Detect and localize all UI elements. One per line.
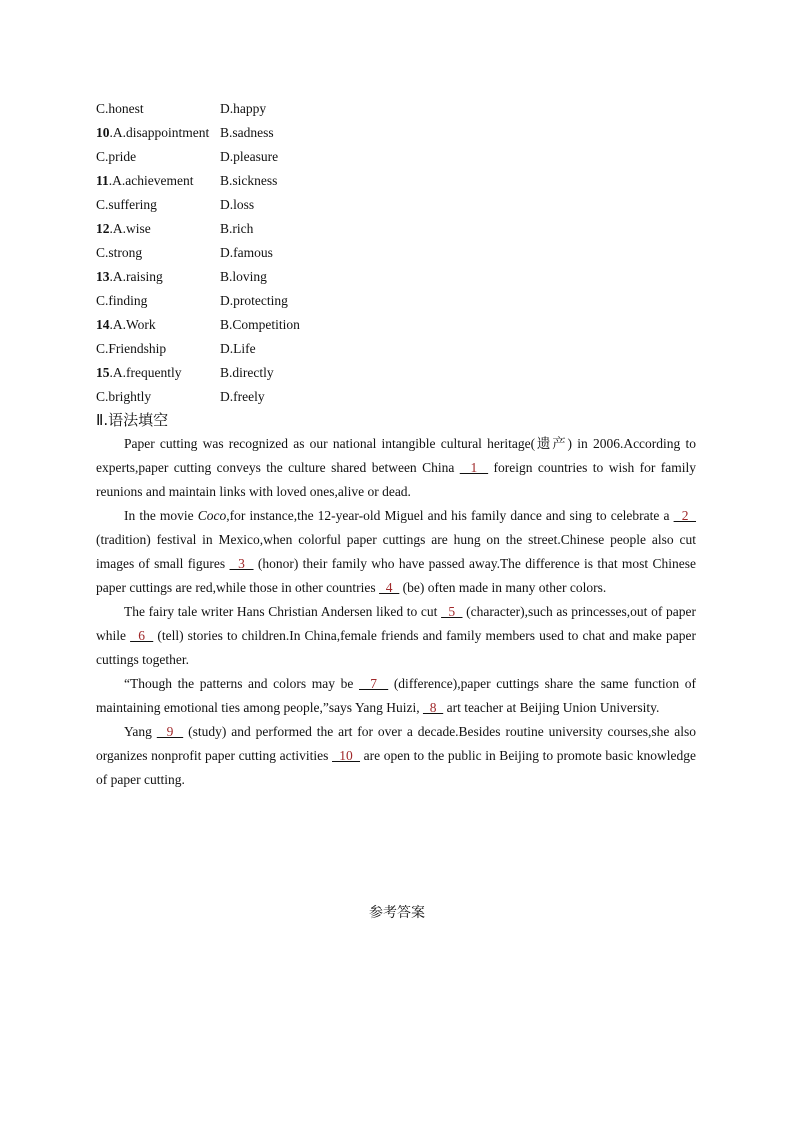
option-a: .A.achievement	[108, 173, 194, 188]
option-b: B.loving	[220, 269, 267, 284]
option-b: B.rich	[220, 221, 254, 236]
question-number: 15	[96, 365, 110, 380]
answer-key-title: 参考答案	[369, 905, 425, 921]
grammar-passage	[96, 432, 696, 792]
option-b: D.loss	[220, 197, 255, 212]
option-b: D.famous	[220, 245, 273, 260]
paragraph-2: In the movie Coco,for instance,the 12-year-old Miguel and his family dance and sing to celebrate a 2 (tradition) festival in Mexico,when colorful paper cuttings are hung on the street.Chinese people also cut images of small figures 3 (honor) their family who have passed away.The difference is that most Chinese paper cuttings are red,while those in other countries 4 (be) often made in many other colors.	[96, 508, 697, 595]
question-number: 14	[96, 317, 110, 332]
question-number: 13	[96, 269, 110, 284]
paragraph-3: The fairy tale writer Hans Christian Andersen liked to cut 5 (character),such as princesses,out of paper while 6 (tell) stories to children.In China,female friends and family members used to chat and make paper cuttings together.	[96, 604, 696, 667]
option-a: C.Friendship	[96, 341, 167, 356]
option-b: B.Competition	[220, 317, 300, 332]
blank-3: 3	[229, 556, 254, 571]
question-number: 11	[96, 173, 109, 188]
blank-7: 7	[358, 676, 389, 691]
blank-8: 8	[422, 700, 444, 715]
option-a: .A.raising	[109, 269, 163, 284]
option-b: B.sadness	[220, 125, 274, 140]
blank-6: 6	[130, 628, 154, 643]
option-a: .A.Work	[109, 317, 156, 332]
blank-2: 2	[673, 508, 697, 523]
option-b: B.directly	[220, 365, 274, 380]
option-b: D.happy	[220, 101, 267, 116]
option-b: D.protecting	[220, 293, 288, 308]
option-b: D.pleasure	[220, 149, 279, 164]
option-a: .A.frequently	[109, 365, 182, 380]
option-a: C.honest	[96, 101, 144, 116]
paragraph-1: Paper cutting was recognized as our national intangible cultural heritage(遗产) in 2006.According to experts,paper cutting conveys the culture shared between China 1 foreign countries to wish for family reunions and maintain links with loved ones,alive or dead.	[96, 436, 697, 499]
blank-10: 10	[332, 748, 361, 763]
section-title: Ⅱ.语法填空	[96, 411, 169, 429]
blank-9: 9	[156, 724, 184, 739]
option-a: C.strong	[96, 245, 143, 260]
paragraph-4: “Though the patterns and colors may be 7 (difference),paper cuttings share the same function of maintaining emotional ties among people,”says Yang Huizi, 8 art teacher at Beijing Union University.	[96, 676, 697, 715]
blank-1: 1	[459, 460, 489, 475]
option-a: C.suffering	[96, 197, 157, 212]
option-b: D.freely	[220, 389, 265, 404]
option-a: .A.wise	[109, 221, 151, 236]
blank-5: 5	[441, 604, 463, 619]
option-b: B.sickness	[220, 173, 278, 188]
question-number: 10	[96, 125, 110, 140]
option-a: C.brightly	[96, 389, 152, 404]
blank-4: 4	[379, 580, 400, 595]
option-a: C.pride	[96, 149, 137, 164]
option-a: .A.disappointment	[109, 125, 210, 140]
paragraph-5: Yang 9 (study) and performed the art for over a decade.Besides routine university courses,she also organizes nonprofit paper cutting activities 10 are open to the public in Beijing to promote basic knowledge of paper cutting.	[96, 724, 697, 787]
movie-title: Coco	[197, 508, 227, 523]
option-b: D.Life	[220, 341, 256, 356]
question-number: 12	[96, 221, 110, 236]
option-a: C.finding	[96, 293, 148, 308]
